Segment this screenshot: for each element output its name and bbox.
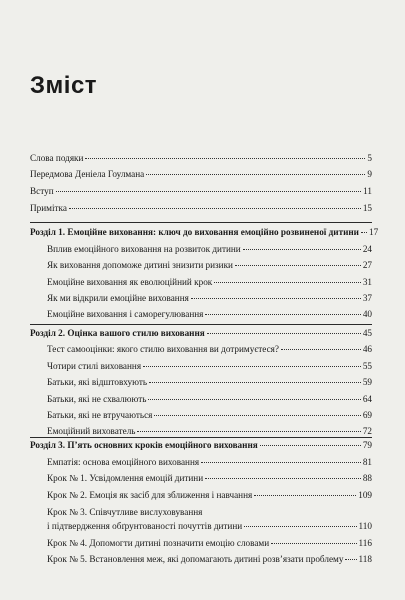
subentry-title: Емпатія: основа емоційного виховання [47, 457, 200, 467]
leader-dots [205, 478, 361, 479]
subentry-title: Крок № 2. Емоція як засіб для зближення і навчання [47, 490, 253, 500]
leader-dots [205, 314, 360, 315]
toc-subentry[interactable] [47, 243, 372, 255]
entry-title: Вступ [30, 186, 54, 196]
subentry-page: 64 [362, 394, 372, 404]
toc-subentry[interactable] [47, 472, 372, 484]
subentry-title: Крок № 1. Усвідомлення емоцій дитини [47, 473, 204, 483]
entry-page: 9 [367, 169, 372, 179]
entry-page: 15 [362, 203, 372, 213]
chapter-page: 79 [362, 440, 372, 450]
subentry-page: 88 [362, 473, 372, 483]
subentry-title: Як ми відкрили емоційне виховання [47, 293, 189, 303]
leader-dots [148, 399, 360, 400]
subentry-page: 81 [362, 457, 372, 467]
leader-dots [201, 462, 361, 463]
subentry-title: Емоційне виховання і саморегулювання [47, 309, 204, 319]
subentry-page: 116 [358, 538, 372, 548]
toc-entry[interactable] [30, 168, 372, 180]
leader-dots [85, 158, 365, 159]
subentry-page: 109 [358, 490, 372, 500]
subentry-title: Крок № 5. Встановлення меж, які допомагають дитині розв’язати проблему [47, 554, 344, 564]
subentry-page: 27 [362, 260, 372, 270]
subentry-title: Крок № 3. Співчутливе вислуховування [47, 507, 203, 517]
leader-dots [137, 431, 360, 432]
toc-subentry[interactable] [47, 425, 372, 437]
toc-entry[interactable] [30, 202, 372, 214]
leader-dots [149, 382, 361, 383]
entry-page: 5 [367, 153, 372, 163]
toc-subentry[interactable] [47, 506, 372, 518]
toc-subentry-continuation[interactable] [47, 520, 372, 532]
section-divider [30, 437, 372, 438]
section-divider [30, 222, 372, 223]
subentry-title: Чотири стилі виховання [47, 361, 142, 371]
subentry-title: Крок № 4. Допомогти дитині позначити емоцію словами [47, 538, 270, 548]
chapter-title: Розділ 1. Емоційне виховання: ключ до виховання емоційно розвиненої дитини [30, 227, 359, 237]
toc-subentry[interactable] [47, 343, 372, 355]
toc-subentry[interactable] [47, 553, 372, 565]
subentry-page: 46 [362, 344, 372, 354]
subentry-title: Тест самооцінки: якого стилю виховання ви дотримуєтеся? [47, 344, 279, 354]
subentry-title-continuation: і підтвердження обґрунтованості почуттів дитини [47, 521, 243, 531]
toc-subentry[interactable] [47, 393, 372, 405]
subentry-page: 59 [362, 377, 372, 387]
toc-subentry[interactable] [47, 456, 372, 468]
subentry-page: 40 [362, 309, 372, 319]
toc-subentry[interactable] [47, 409, 372, 421]
chapter-page: 45 [362, 328, 372, 338]
toc-subentry[interactable] [47, 537, 372, 549]
leader-dots [243, 249, 361, 250]
leader-dots [281, 349, 361, 350]
toc-subentry[interactable] [47, 276, 372, 288]
chapter-title: Розділ 2. Оцінка вашого стилю виховання [30, 328, 205, 338]
subentry-title: Батьки, які не схвалюють [47, 394, 147, 404]
toc-entry[interactable] [30, 152, 372, 164]
subentry-title: Емоційне виховання як еволюційний крок [47, 277, 213, 287]
subentry-page: 69 [362, 410, 372, 420]
subentry-title: Батьки, які відштовхують [47, 377, 148, 387]
subentry-page: 110 [358, 521, 372, 531]
toc-subentry[interactable] [47, 376, 372, 388]
toc-subentry[interactable] [47, 259, 372, 271]
chapter-page: 17 [368, 227, 379, 237]
toc-subentry[interactable] [47, 489, 372, 501]
subentry-page: 24 [362, 244, 372, 254]
subentry-page: 118 [358, 554, 372, 564]
leader-dots [254, 495, 356, 496]
chapter-heading[interactable] [30, 226, 379, 238]
chapter-title: Розділ 3. П’ять основних кроків емоційного виховання [30, 440, 258, 450]
toc-subentry[interactable] [47, 292, 372, 304]
subentry-page: 72 [362, 426, 372, 436]
leader-dots [214, 282, 361, 283]
entry-title: Примітка [30, 203, 67, 213]
leader-dots [235, 265, 361, 266]
section-divider [30, 324, 372, 325]
leader-dots [207, 333, 361, 334]
entry-title: Передмова Деніела Гоулмана [30, 169, 145, 179]
leader-dots [146, 174, 365, 175]
toc-subentry[interactable] [47, 360, 372, 372]
leader-dots [154, 415, 360, 416]
leader-dots [345, 559, 356, 560]
leader-dots [244, 526, 356, 527]
leader-dots [69, 208, 361, 209]
subentry-page: 55 [362, 361, 372, 371]
toc-entry[interactable] [30, 185, 372, 197]
leader-dots [260, 445, 361, 446]
entry-page: 11 [363, 186, 372, 196]
subentry-page: 37 [362, 293, 372, 303]
chapter-heading[interactable] [30, 327, 372, 339]
leader-dots [271, 543, 356, 544]
subentry-title: Як виховання допоможе дитині знизити ризики [47, 260, 233, 270]
subentry-page: 31 [362, 277, 372, 287]
entry-title: Слова подяки [30, 153, 84, 163]
leader-dots [143, 366, 361, 367]
chapter-heading[interactable] [30, 439, 372, 451]
subentry-title: Батьки, які не втручаються [47, 410, 153, 420]
leader-dots [361, 232, 367, 233]
toc-subentry[interactable] [47, 308, 372, 320]
page-title: Зміст [30, 72, 98, 99]
leader-dots [56, 191, 362, 192]
leader-dots [191, 298, 361, 299]
subentry-title: Вплив емоційного виховання на розвиток дитини [47, 244, 241, 254]
subentry-title: Емоційний вихователь [47, 426, 136, 436]
